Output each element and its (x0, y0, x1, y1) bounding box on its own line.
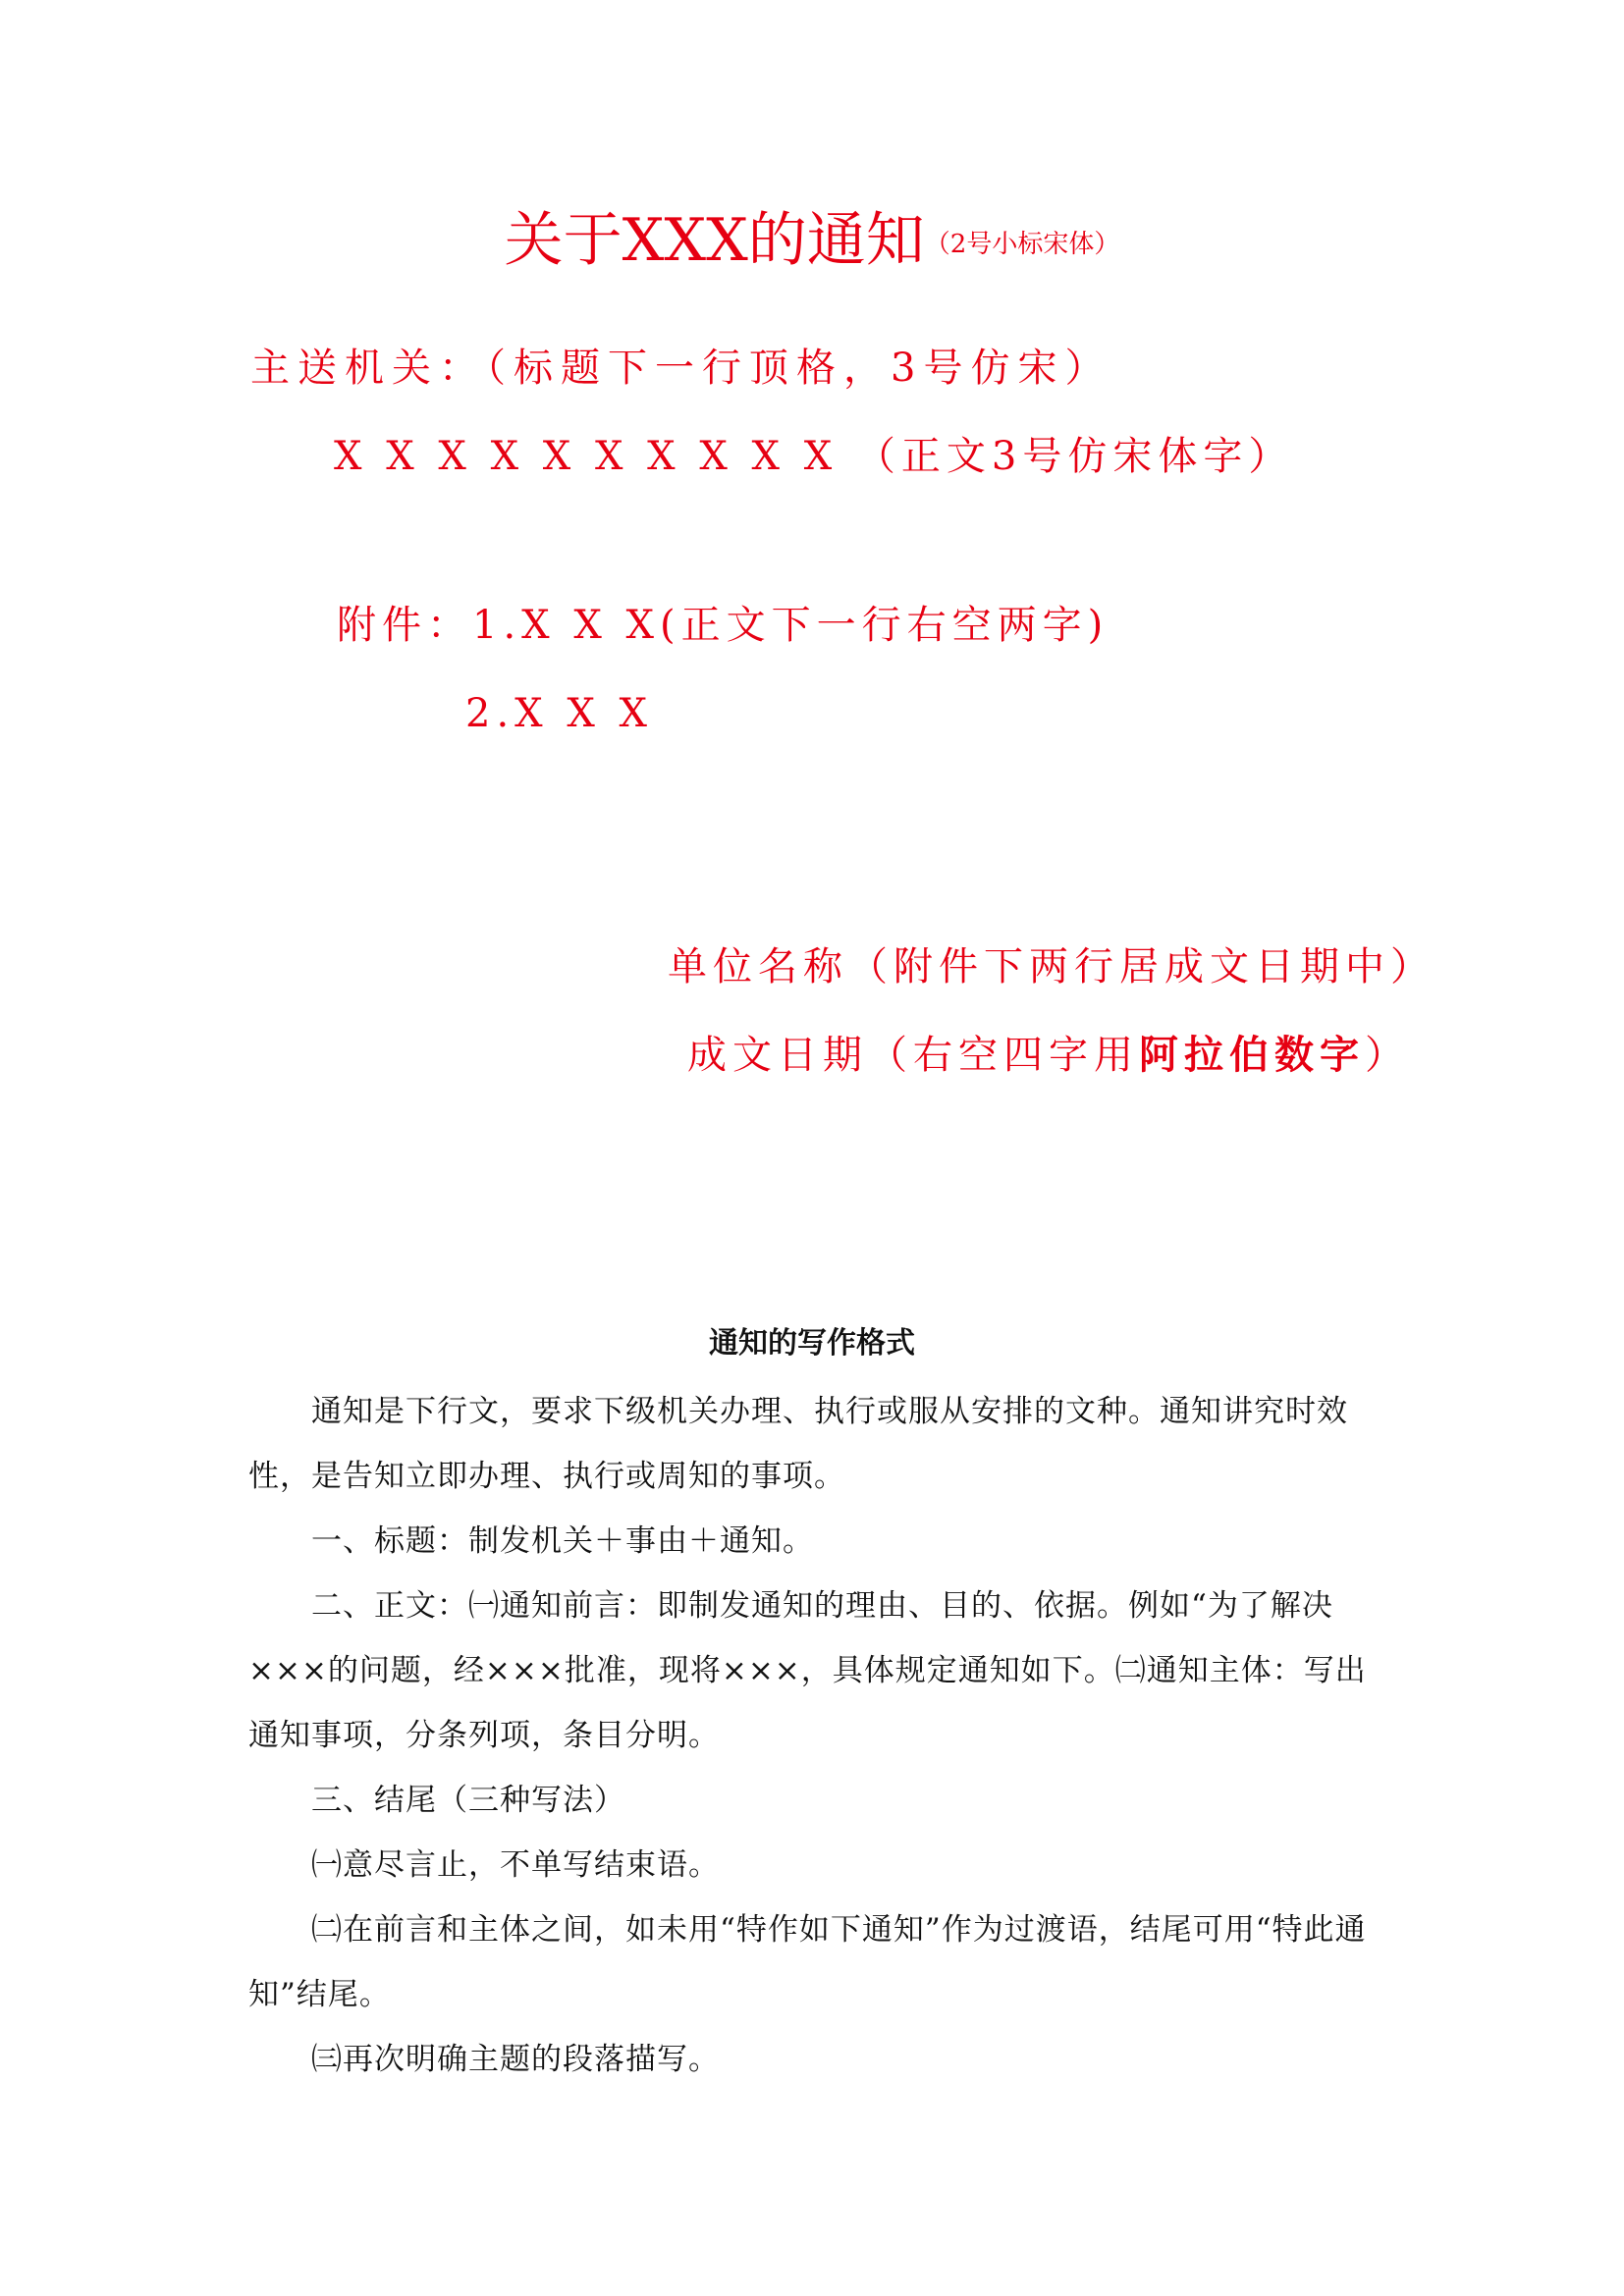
guide-paragraph: ㈡在前言和主体之间，如未用“特作如下通知”作为过渡语，结尾可用“特此通知”结尾。 (248, 1912, 1367, 2012)
guide-paragraph: 通知是下行文，要求下级机关办理、执行或服从安排的文种。通知讲究时效性，是告知立即办理、执行或周知的事项。 (248, 1394, 1348, 1494)
guide-paragraph: 二、正文：㈠通知前言：即制发通知的理由、目的、依据。例如“为了解决×××的问题，经×××批准，现将×××，具体规定通知如下。㈡通知主体：写出通知事项，分条列项，条目分明。 (248, 1588, 1367, 1753)
date-line (687, 1026, 1410, 1085)
guide-body (248, 1379, 1387, 2092)
notice-title-note: （2号小标宋体） (924, 230, 1120, 259)
attachment-line-1: 附件：1.X X X(正文下一行右空两字) (337, 603, 1110, 648)
attachment-line-2: 2.X X X (465, 691, 654, 736)
guide-paragraph: 三、结尾（三种写法） (311, 1783, 625, 1818)
date-prefix: 成文日期（右空四字用 (687, 1033, 1139, 1078)
guide-paragraph: ㈢再次明确主题的段落描写。 (311, 2042, 720, 2077)
notice-title (0, 201, 1624, 284)
guide-paragraph: ㈠意尽言止，不单写结束语。 (311, 1847, 720, 1883)
org-name-line: 单位名称（附件下两行居成文日期中） (668, 944, 1435, 989)
recipient-line: 主送机关：（标题下一行顶格，3号仿宋） (250, 346, 1112, 391)
guide-paragraph: 一、标题：制发机关＋事由＋通知。 (311, 1523, 814, 1559)
date-bold-text: 阿拉伯数字 (1139, 1032, 1365, 1078)
notice-title-text: 关于XXX的通知 (504, 206, 925, 275)
date-suffix: ） (1365, 1033, 1410, 1078)
guide-heading: 通知的写作格式 (709, 1326, 915, 1361)
body-placeholder-line: X X X X X X X X X X （正文3号仿宋体字） (334, 434, 1294, 479)
